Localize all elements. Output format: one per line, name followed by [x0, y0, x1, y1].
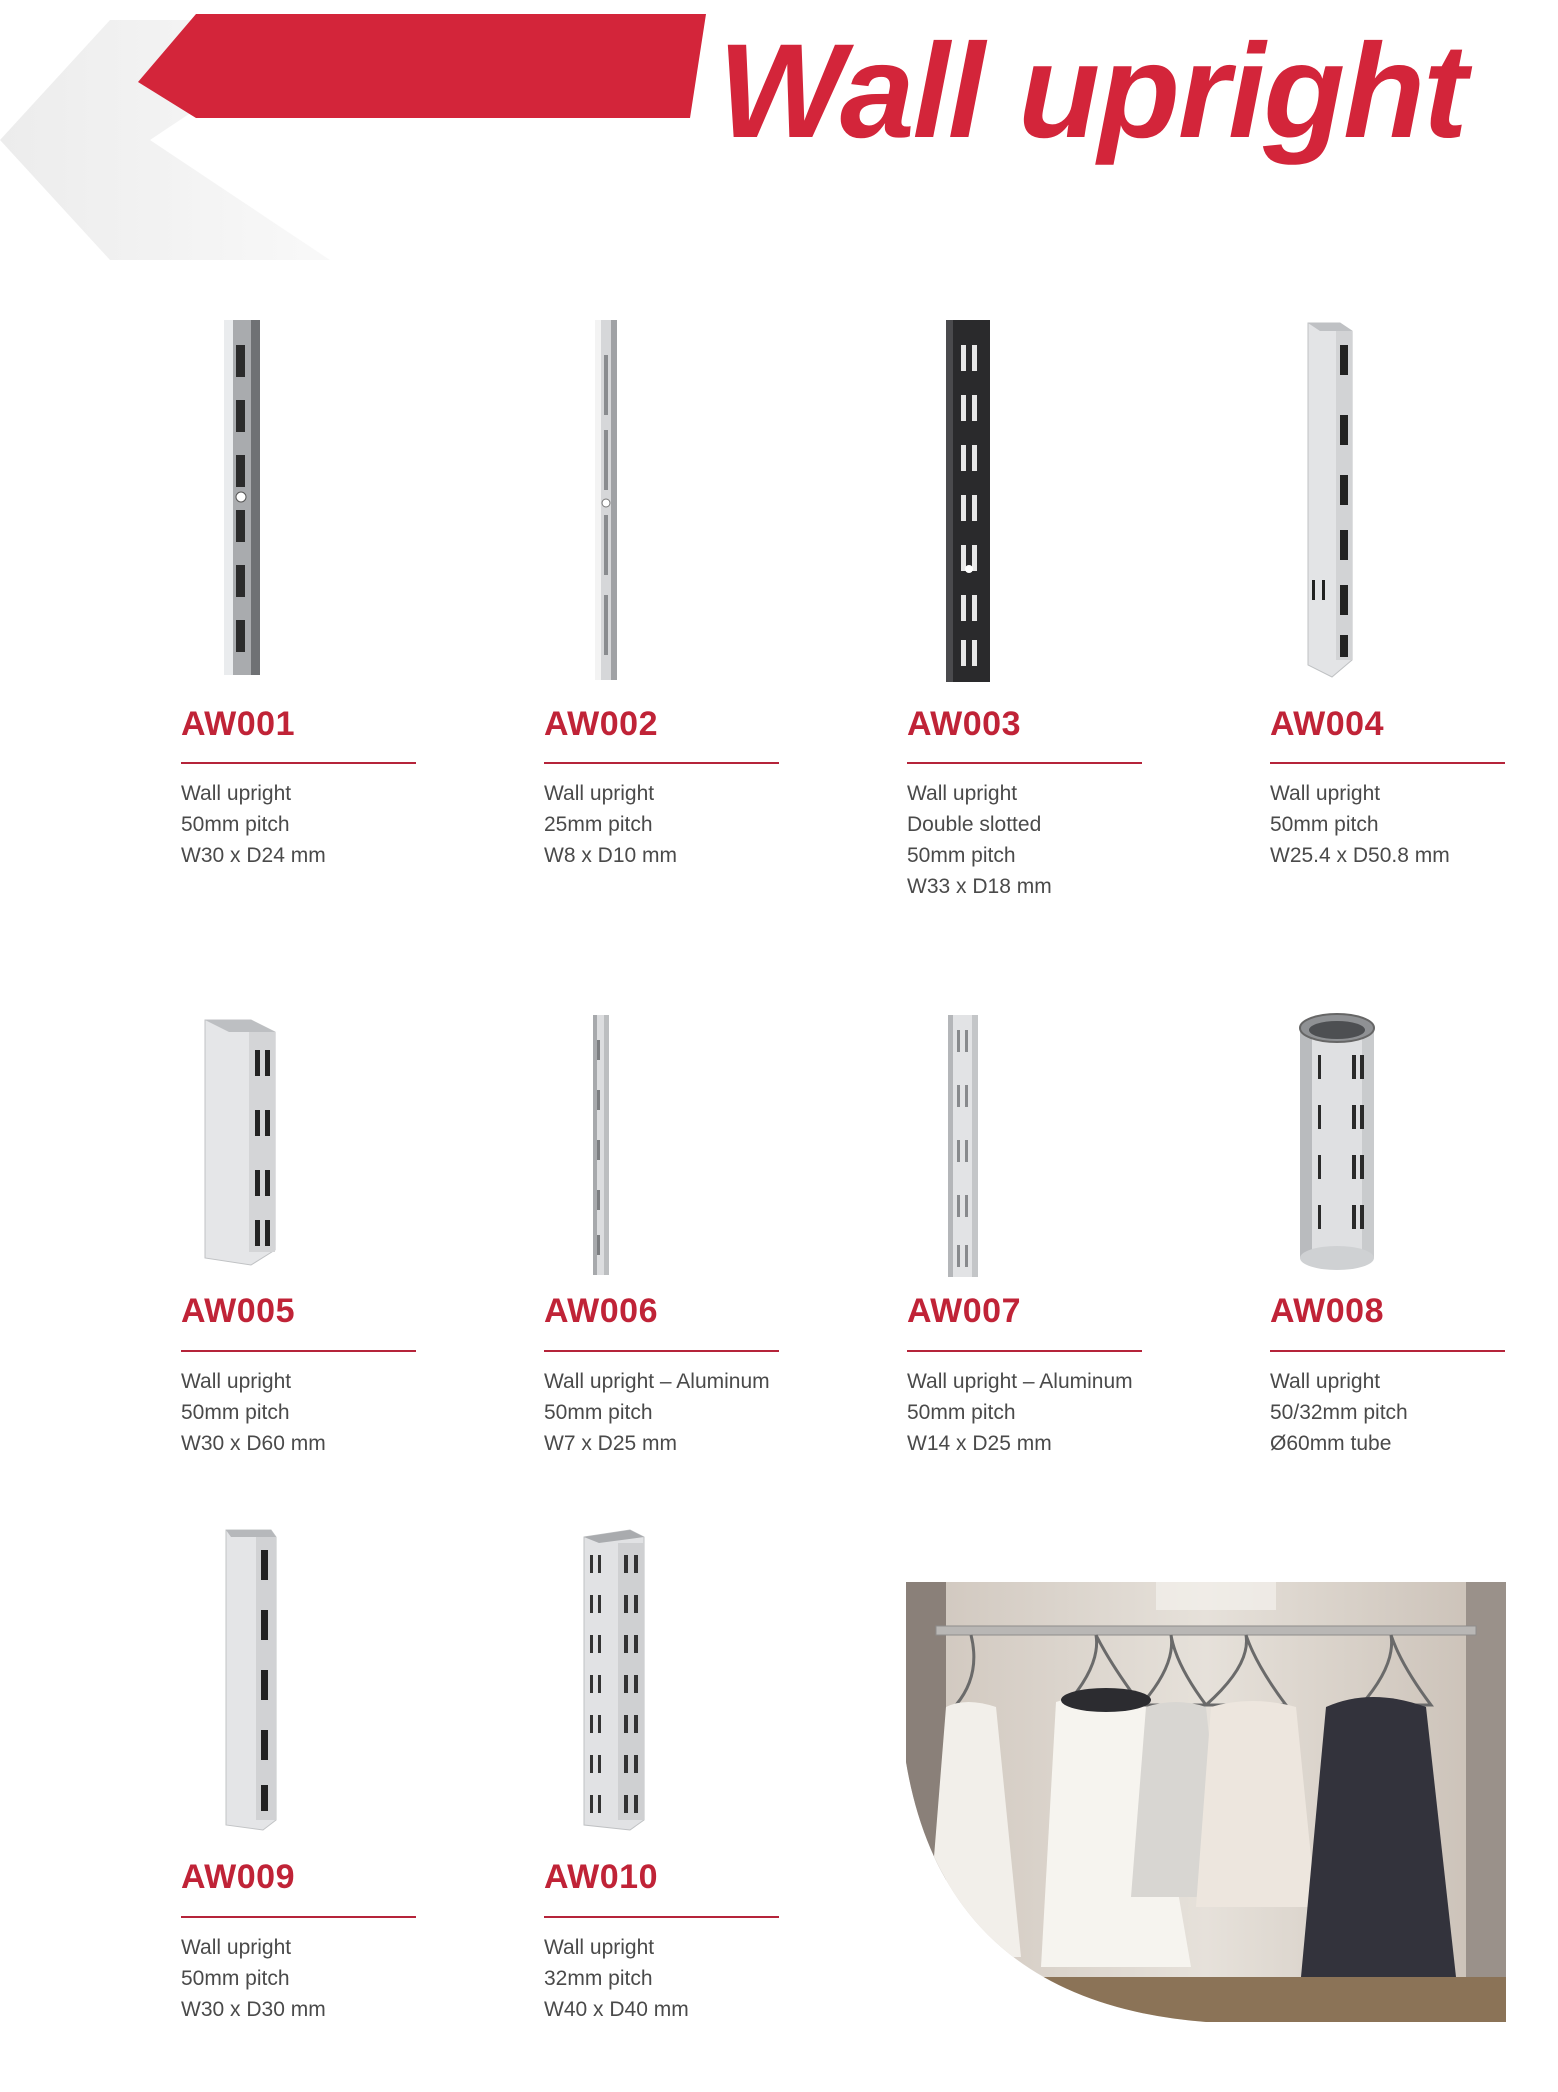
description-line: Wall upright — [181, 1936, 292, 1959]
divider — [907, 762, 1142, 764]
description-line: 50mm pitch — [181, 1967, 290, 1990]
description-line: 32mm pitch — [544, 1967, 653, 1990]
divider — [1270, 1350, 1505, 1352]
product-description — [907, 778, 1207, 902]
description-line: Wall upright — [1270, 1370, 1381, 1393]
description-line: 50mm pitch — [907, 1401, 1016, 1424]
description-line: W30 x D60 mm — [181, 1432, 326, 1455]
product-description — [181, 1366, 481, 1459]
description-line: W33 x D18 mm — [907, 875, 1052, 898]
description-line: Wall upright — [181, 782, 292, 805]
product-description — [1270, 778, 1558, 871]
product-code: AW003 — [907, 705, 1021, 743]
description-line: Wall upright – Aluminum — [544, 1370, 770, 1393]
product-description — [1270, 1366, 1558, 1459]
product-description — [544, 1932, 844, 2025]
product-code: AW008 — [1270, 1292, 1384, 1330]
product-code: AW010 — [544, 1858, 658, 1896]
product-description — [181, 778, 481, 871]
description-line: Wall upright — [544, 782, 655, 805]
divider — [544, 1916, 779, 1918]
page-title: Wall upright — [718, 17, 1466, 166]
description-line: W7 x D25 mm — [544, 1432, 678, 1455]
description-line: 50mm pitch — [181, 1401, 290, 1424]
product-code: AW002 — [544, 705, 658, 743]
description-line: 25mm pitch — [544, 813, 653, 836]
divider — [907, 1350, 1142, 1352]
product-code: AW006 — [544, 1292, 658, 1330]
divider — [544, 762, 779, 764]
description-line: Wall upright — [1270, 782, 1381, 805]
description-line: Ø60mm tube — [1270, 1432, 1392, 1455]
divider — [181, 1350, 416, 1352]
description-line: W14 x D25 mm — [907, 1432, 1052, 1455]
description-line: W30 x D24 mm — [181, 844, 326, 867]
product-description — [544, 778, 844, 871]
description-line: W8 x D10 mm — [544, 844, 678, 867]
product-code: AW005 — [181, 1292, 295, 1330]
product-description — [544, 1366, 844, 1459]
product-code: AW007 — [907, 1292, 1021, 1330]
divider — [181, 762, 416, 764]
description-line: 50mm pitch — [181, 813, 290, 836]
product-code: AW009 — [181, 1858, 295, 1896]
description-line: Wall upright – Aluminum — [907, 1370, 1133, 1393]
divider — [1270, 762, 1505, 764]
product-code: AW001 — [181, 705, 295, 743]
description-line: W25.4 x D50.8 mm — [1270, 844, 1450, 867]
description-line: 50mm pitch — [1270, 813, 1379, 836]
description-line: W30 x D30 mm — [181, 1998, 326, 2021]
description-line: Double slotted — [907, 813, 1042, 836]
product-code: AW004 — [1270, 705, 1384, 743]
product-description — [181, 1932, 481, 2025]
clothes-rail-photo — [906, 1582, 1506, 2022]
description-line: Wall upright — [181, 1370, 292, 1393]
description-line: 50mm pitch — [544, 1401, 653, 1424]
divider — [544, 1350, 779, 1352]
header-arrow-banner — [0, 0, 760, 270]
description-line: 50/32mm pitch — [1270, 1401, 1408, 1424]
description-line: Wall upright — [544, 1936, 655, 1959]
divider — [181, 1916, 416, 1918]
description-line: W40 x D40 mm — [544, 1998, 689, 2021]
product-description — [907, 1366, 1207, 1459]
description-line: 50mm pitch — [907, 844, 1016, 867]
description-line: Wall upright — [907, 782, 1018, 805]
